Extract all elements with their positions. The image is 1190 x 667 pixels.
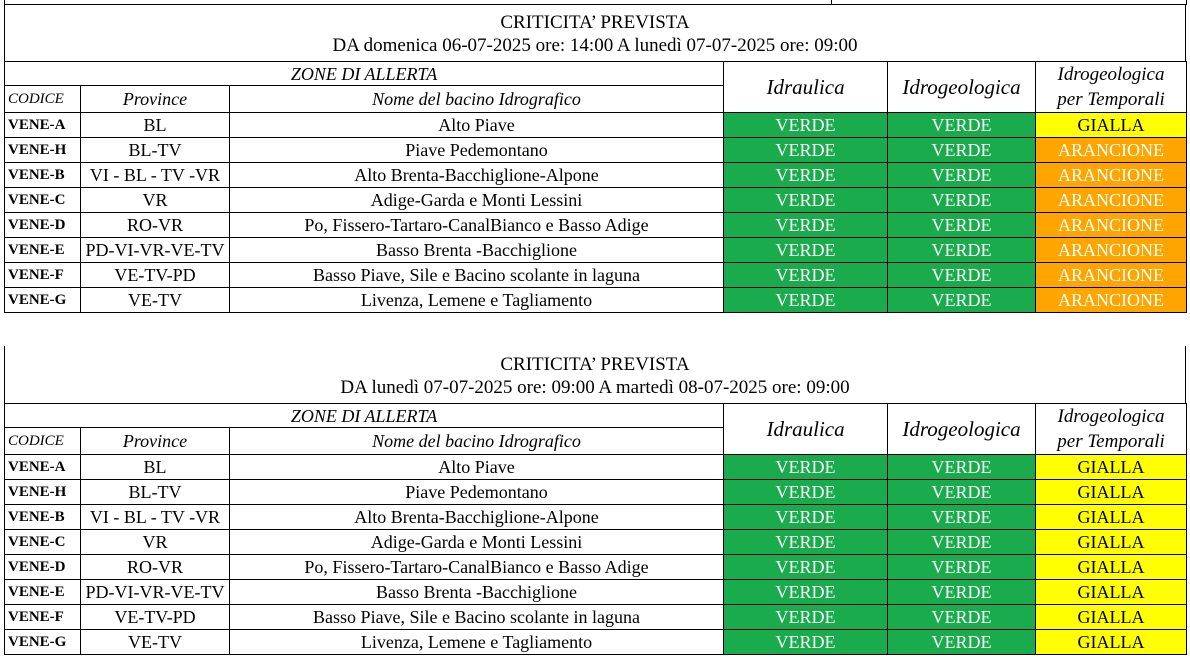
temporali-level: GIALLA [1036,530,1187,555]
zone-province: VI - BL - TV -VR [81,505,230,530]
alert-table [4,403,1187,655]
idraulica-level: VERDE [724,580,888,605]
idraulica-level: VERDE [724,505,888,530]
zone-bacino: Piave Pedemontano [230,480,724,505]
idraulica-level: VERDE [724,630,888,655]
zone-code: VENE-G [5,630,81,655]
zone-code: VENE-H [5,480,81,505]
codice-header: CODICE [5,86,81,113]
table-row [5,138,1187,163]
temporali-level: ARANCIONE [1036,288,1187,313]
idrogeologica-level: VERDE [888,263,1036,288]
idrogeologica-level: VERDE [888,113,1036,138]
temporali-level: ARANCIONE [1036,263,1187,288]
zone-bacino: Alto Piave [230,113,724,138]
temporali-header-line1: Idrogeologica [1057,406,1165,427]
alert-table-body [5,113,1187,313]
idrogeologica-level: VERDE [888,605,1036,630]
temporali-level: ARANCIONE [1036,238,1187,263]
idrogeologica-level: VERDE [888,555,1036,580]
block-title: CRITICITA’ PREVISTA [500,354,690,375]
zone-code: VENE-G [5,288,81,313]
zone-code: VENE-H [5,138,81,163]
temporali-level: GIALLA [1036,605,1187,630]
criticita-block [4,4,1186,313]
zone-province: VE-TV [81,630,230,655]
zone-di-allerta-header: ZONE DI ALLERTA [5,404,724,428]
idrogeologica-level: VERDE [888,163,1036,188]
zone-province: PD-VI-VR-VE-TV [81,580,230,605]
zone-province: PD-VI-VR-VE-TV [81,238,230,263]
table-row [5,263,1187,288]
zone-code: VENE-D [5,555,81,580]
idrogeologica-level: VERDE [888,238,1036,263]
table-row [5,630,1187,655]
temporali-header-line2: per Temporali [1057,431,1165,452]
temporali-header [1036,404,1187,455]
zone-bacino: Alto Piave [230,455,724,480]
zone-bacino: Alto Brenta-Bacchiglione-Alpone [230,163,724,188]
temporali-level: ARANCIONE [1036,213,1187,238]
zone-code: VENE-C [5,530,81,555]
table-row [5,188,1187,213]
zone-bacino: Livenza, Lemene e Tagliamento [230,630,724,655]
zone-code: VENE-A [5,455,81,480]
zone-bacino: Basso Brenta -Bacchiglione [230,238,724,263]
idrogeologica-level: VERDE [888,138,1036,163]
alert-table-body [5,455,1187,655]
zone-bacino: Adige-Garda e Monti Lessini [230,188,724,213]
zone-bacino: Basso Brenta -Bacchiglione [230,580,724,605]
zone-province: VE-TV-PD [81,605,230,630]
zone-bacino: Alto Brenta-Bacchiglione-Alpone [230,505,724,530]
idrogeologica-level: VERDE [888,505,1036,530]
idrogeologica-header: Idrogeologica [888,404,1036,455]
temporali-level: ARANCIONE [1036,138,1187,163]
zone-code: VENE-C [5,188,81,213]
block-header [4,4,1186,61]
zone-code: VENE-E [5,580,81,605]
zone-province: BL-TV [81,480,230,505]
temporali-level: GIALLA [1036,480,1187,505]
block-title: CRITICITA’ PREVISTA [500,12,690,33]
table-row [5,530,1187,555]
zone-code: VENE-D [5,213,81,238]
zone-province: BL-TV [81,138,230,163]
idraulica-level: VERDE [724,163,888,188]
idrogeologica-level: VERDE [888,213,1036,238]
idraulica-level: VERDE [724,263,888,288]
idraulica-level: VERDE [724,288,888,313]
table-row [5,605,1187,630]
zone-province: VI - BL - TV -VR [81,163,230,188]
zone-code: VENE-F [5,263,81,288]
criticita-block [4,346,1186,655]
temporali-level: GIALLA [1036,113,1187,138]
zone-province: VE-TV [81,288,230,313]
table-row [5,580,1187,605]
temporali-level: ARANCIONE [1036,188,1187,213]
temporali-level: ARANCIONE [1036,163,1187,188]
zone-province: RO-VR [81,213,230,238]
zone-code: VENE-F [5,605,81,630]
idrogeologica-level: VERDE [888,455,1036,480]
bacino-header: Nome del bacino Idrografico [230,428,724,455]
temporali-level: GIALLA [1036,630,1187,655]
block-header [4,346,1186,403]
temporali-level: GIALLA [1036,555,1187,580]
table-row [5,238,1187,263]
idraulica-level: VERDE [724,480,888,505]
zone-province: VE-TV-PD [81,263,230,288]
zone-code: VENE-B [5,505,81,530]
table-row [5,555,1187,580]
table-row [5,455,1187,480]
bacino-header: Nome del bacino Idrografico [230,86,724,113]
zone-province: BL [81,113,230,138]
temporali-level: GIALLA [1036,505,1187,530]
zone-code: VENE-A [5,113,81,138]
temporali-level: GIALLA [1036,580,1187,605]
zone-bacino: Livenza, Lemene e Tagliamento [230,288,724,313]
zone-bacino: Po, Fissero-Tartaro-CanalBianco e Basso Adige [230,213,724,238]
idraulica-level: VERDE [724,238,888,263]
idrogeologica-level: VERDE [888,630,1036,655]
zone-code: VENE-B [5,163,81,188]
alert-table [4,61,1187,313]
idrogeologica-header: Idrogeologica [888,62,1036,113]
zone-code: VENE-E [5,238,81,263]
idraulica-level: VERDE [724,213,888,238]
table-row [5,505,1187,530]
zone-province: VR [81,530,230,555]
zone-bacino: Basso Piave, Sile e Bacino scolante in laguna [230,263,724,288]
table-row [5,288,1187,313]
zone-bacino: Po, Fissero-Tartaro-CanalBianco e Basso Adige [230,555,724,580]
zone-bacino: Basso Piave, Sile e Bacino scolante in laguna [230,605,724,630]
temporali-level: GIALLA [1036,455,1187,480]
province-header: Province [81,428,230,455]
idrogeologica-level: VERDE [888,480,1036,505]
codice-header: CODICE [5,428,81,455]
table-row [5,480,1187,505]
temporali-header [1036,62,1187,113]
idrogeologica-level: VERDE [888,188,1036,213]
block-period: DA lunedì 07-07-2025 ore: 09:00 A martedì 08-07-2025 ore: 09:00 [340,377,850,398]
idraulica-level: VERDE [724,188,888,213]
temporali-header-line1: Idrogeologica [1057,64,1165,85]
idraulica-level: VERDE [724,555,888,580]
zone-di-allerta-header: ZONE DI ALLERTA [5,62,724,86]
zone-bacino: Piave Pedemontano [230,138,724,163]
province-header: Province [81,86,230,113]
zone-bacino: Adige-Garda e Monti Lessini [230,530,724,555]
idrogeologica-level: VERDE [888,530,1036,555]
idraulica-level: VERDE [724,113,888,138]
zone-province: BL [81,455,230,480]
idrogeologica-level: VERDE [888,288,1036,313]
idraulica-level: VERDE [724,138,888,163]
table-row [5,113,1187,138]
idrogeologica-level: VERDE [888,580,1036,605]
idraulica-header: Idraulica [724,404,888,455]
table-row [5,213,1187,238]
zone-province: VR [81,188,230,213]
idraulica-header: Idraulica [724,62,888,113]
idraulica-level: VERDE [724,605,888,630]
idraulica-level: VERDE [724,530,888,555]
idraulica-level: VERDE [724,455,888,480]
table-row [5,163,1187,188]
zone-province: RO-VR [81,555,230,580]
temporali-header-line2: per Temporali [1057,89,1165,110]
block-period: DA domenica 06-07-2025 ore: 14:00 A lunedì 07-07-2025 ore: 09:00 [332,35,858,56]
